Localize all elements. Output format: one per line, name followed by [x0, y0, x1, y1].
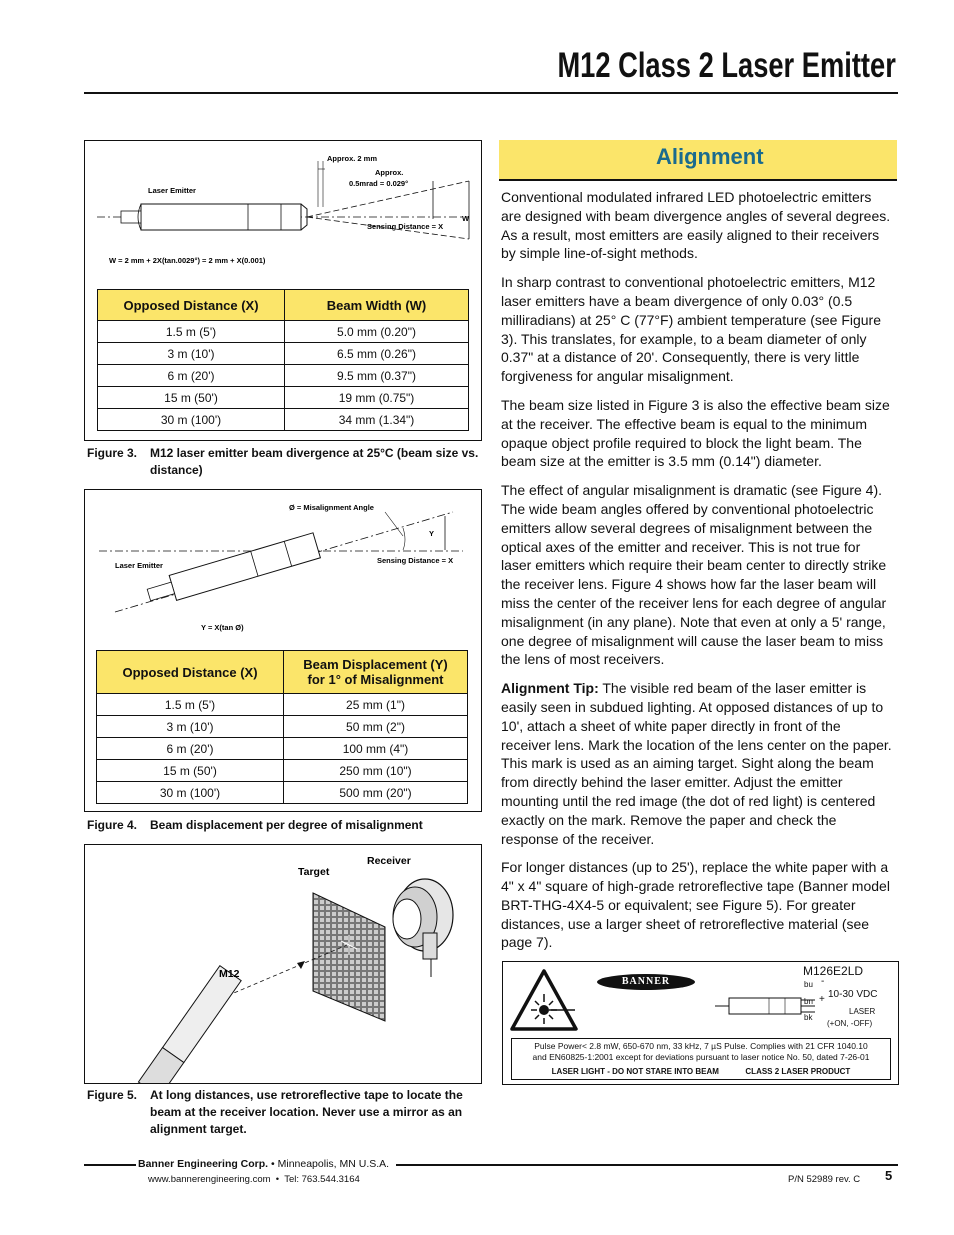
figure-4-box [84, 489, 482, 812]
heading-rule [499, 179, 897, 181]
table-row: 6 m (20') 100 mm (4") [97, 738, 468, 760]
beam-divergence-diagram [85, 141, 481, 281]
figure-4-caption: Figure 4. Beam displacement per degree of misalignment [87, 818, 423, 832]
alignment-heading-bar [499, 140, 897, 179]
model-number: M126E2LD [803, 964, 864, 978]
table-row: 30 m (100') 500 mm (20") [97, 782, 468, 804]
page-number: 5 [885, 1168, 893, 1183]
paragraph-4: The effect of angular misalignment is dramatic (see Figure 4). The wide beam angles offered by conventional photoelectric emitters allow several degrees of misalignment between the optical axes of the emitter and receiver. This is not true for laser emitters which require their beam center to directly strike the receiver lens. Figure 4 shows how far the laser beam will miss the center of the receiver lens for each degree of angular misalignment (in any plane). Note that even at only a 5' range, one degree of misalignment will cause the laser beam to miss the lens of most receivers. [501, 482, 887, 668]
company-name: Banner Engineering Corp. [138, 1158, 269, 1170]
header-rule [84, 92, 898, 94]
col-header-distance: Opposed Distance (X) [98, 290, 285, 321]
sensing-distance-label-2: Sensing Distance = X [377, 556, 454, 565]
laser-warning-icon [509, 968, 579, 1032]
receiver-sensor [393, 879, 453, 977]
wire-minus: - [821, 976, 825, 987]
w-label: W [462, 214, 470, 223]
emitter-outline [715, 992, 815, 1020]
table-row: 3 m (10') 50 mm (2") [97, 716, 468, 738]
warning-text-1: LASER LIGHT - DO NOT STARE INTO BEAM [551, 1067, 719, 1076]
paragraph-1: Conventional modulated infrared LED photoelectric emitters are designed with beam divergence angles of several degrees. As a result, most emitters are easily aligned to their receivers by simple line-of-sight methods. [501, 189, 891, 262]
table-row: 15 m (50') 19 mm (0.75") [98, 387, 469, 409]
col-header-displacement: Beam Displacement (Y) for 1° of Misalignment [284, 651, 468, 694]
product-label [502, 961, 899, 1085]
table-row: 15 m (50') 250 mm (10") [97, 760, 468, 782]
col-header-beam-width: Beam Width (W) [285, 290, 469, 321]
compliance-line-1: Pulse Power< 2.8 mW, 650-670 nm, 33 kHz, 7 µS Pulse. Complies with 21 CFR 1040.10 [534, 1041, 868, 1051]
table-row: 1.5 m (5') 25 mm (1") [97, 694, 468, 716]
alignment-tip-label: Alignment Tip: [501, 680, 599, 697]
alignment-heading: Alignment [656, 144, 764, 169]
alignment-body [501, 188, 893, 962]
wire-bu: bu [804, 980, 813, 989]
compliance-line-2: and EN60825-1:2001 except for deviations pursuant to laser notice No. 50, dated 7-26-01 [532, 1052, 870, 1062]
compliance-box [511, 1038, 891, 1080]
target-label: Target [298, 866, 330, 878]
figure-5-box [84, 844, 482, 1084]
wire-bn: bn [804, 997, 813, 1006]
laser-emitter-label: Laser Emitter [148, 186, 196, 195]
footer-company-line [138, 1158, 389, 1170]
paragraph-5: Alignment Tip: The visible red beam of the laser emitter is easily seen in subdued lighting. At opposed distances of up to 10', attach a sheet of white paper directly in front of the receiver lens. Mark the location of the lens center on the paper. This mark is used as an aiming target. Sight along the beam from directly behind the laser emitter. Adjust the emitter mounting until the red image (the dot of red light) is centered exactly on the mark. Remove the paper and check the response of the receiver. [501, 680, 892, 847]
paragraph-3: The beam size listed in Figure 3 is also the effective beam size at the receiver. The effective beam is equal to the minimum opaque object profile required to block the light beam. The beam size at the emitter is 3.5 mm (0.14") diameter. [501, 396, 890, 470]
footer-rule-left [84, 1164, 136, 1166]
banner-logo: BANNER [597, 974, 695, 990]
table-row: 3 m (10') 6.5 mm (0.26") [98, 343, 469, 365]
retroreflective-target [313, 893, 385, 1021]
displacement-formula: Y = X(tan Ø) [201, 623, 244, 632]
part-number: P/N 52989 rev. C [788, 1174, 861, 1185]
wire-bk: bk [804, 1013, 813, 1022]
footer-rule-mid [396, 1164, 898, 1166]
misalignment-angle-label: Ø = Misalignment Angle [289, 503, 374, 512]
figure-3-box [84, 140, 482, 441]
displacement-table [96, 650, 468, 804]
footer-contact: www.bannerengineering.com • Tel: 763.544.3164 [148, 1174, 360, 1185]
wire-plus: + [819, 994, 825, 1005]
sensing-distance-label: Sensing Distance = X [367, 222, 444, 231]
receiver-label: Receiver [367, 855, 411, 867]
table-row: 1.5 m (5') 5.0 mm (0.20") [98, 321, 469, 343]
m12-label: M12 [219, 968, 240, 980]
figure-5-caption: Figure 5. At long distances, use retroreflective tape to locate the beam at the receiver location. Never use a mirror as an alignment target. [87, 1088, 463, 1136]
y-label: Y [429, 529, 435, 538]
retroreflective-target-illustration [85, 845, 481, 1083]
paragraph-2: In sharp contrast to conventional photoelectric emitters, M12 laser emitters have a beam divergence of only 0.03° (0.5 milliradians) at 25° C (77°F) ambient temperature (see Figure 3). This translates, for example, to a beam diameter of only 0.37" at a distance of 20'. Consequently, there is very little forgiveness for angular misalignment. [501, 274, 882, 385]
mrad-label: 0.5mrad = 0.029° [349, 179, 409, 188]
approx-label: Approx. [375, 168, 404, 177]
misalignment-diagram [85, 490, 481, 640]
m12-emitter [121, 966, 241, 1083]
paragraph-6: For longer distances (up to 25'), replace the white paper with a 4" x 4" square of high-grade retroreflective tape (Banner model BRT-THG-4X4-5 or equivalent; see Figure 5). For greater distances, use a larger sheet of retroreflective material (see page 7). [501, 859, 890, 951]
col-header-distance-2: Opposed Distance (X) [97, 651, 284, 694]
table-row: 30 m (100') 34 mm (1.34") [98, 409, 469, 431]
warning-text-2: CLASS 2 LASER PRODUCT [745, 1067, 851, 1076]
beam-width-table [97, 289, 469, 431]
page-title: M12 Class 2 Laser Emitter [557, 46, 896, 85]
approx-2mm-label: Approx. 2 mm [327, 154, 378, 163]
figure-3-caption: Figure 3. M12 laser emitter beam divergence at 25°C (beam size vs. distance) [87, 446, 479, 477]
table-row: 6 m (20') 9.5 mm (0.37") [98, 365, 469, 387]
beam-width-formula: W = 2 mm + 2X(tan.0029°) = 2 mm + X(0.001) [109, 256, 266, 265]
on-off-text: (+ON, -OFF) [827, 1019, 873, 1028]
voltage-label: 10-30 VDC [828, 989, 878, 1000]
laser-emitter-label-2: Laser Emitter [115, 561, 163, 570]
company-city: • Minneapolis, MN U.S.A. [268, 1158, 390, 1170]
laser-text: LASER [849, 1007, 876, 1016]
